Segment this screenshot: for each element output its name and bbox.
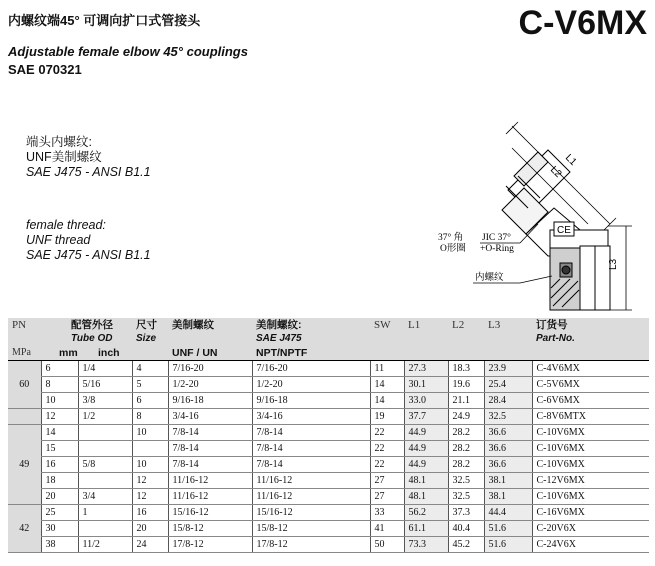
tube-od-mm-cell: 25	[41, 505, 78, 521]
l2-cell: 37.3	[448, 505, 484, 521]
dimension-l2-label: L2	[547, 164, 564, 180]
size-cell: 5	[132, 377, 168, 393]
female-thread-label: 内螺纹	[475, 273, 504, 283]
part-no-cell: C-16V6MX	[532, 505, 649, 521]
tube-od-inch-cell: 1	[78, 505, 132, 521]
unf-thread-cell: 7/8-14	[168, 425, 252, 441]
table-row	[8, 537, 649, 553]
tube-od-mm-cell: 6	[41, 361, 78, 377]
unf-thread-cell: 7/8-14	[168, 457, 252, 473]
l3-cell: 23.9	[484, 361, 532, 377]
ce-label: CE	[557, 225, 571, 236]
l3-cell: 51.6	[484, 521, 532, 537]
tube-od-inch-cell: 3/8	[78, 393, 132, 409]
unf-thread-cell: 11/16-12	[168, 473, 252, 489]
size-cell: 10	[132, 425, 168, 441]
header-pn: PN	[8, 318, 41, 332]
part-no-cell: C-4V6MX	[532, 361, 649, 377]
l1-cell: 44.9	[404, 441, 448, 457]
size-cell: 16	[132, 505, 168, 521]
header-size-cn: 尺寸	[132, 318, 168, 332]
sw-cell: 14	[370, 377, 404, 393]
sw-cell: 22	[370, 457, 404, 473]
sw-cell: 27	[370, 473, 404, 489]
l3-cell: 28.4	[484, 393, 532, 409]
unf-thread-cell: 11/16-12	[168, 489, 252, 505]
unf-thread-cell: 7/16-20	[168, 361, 252, 377]
l3-cell: 38.1	[484, 489, 532, 505]
part-no-cell: C-8V6MTX	[532, 409, 649, 425]
thread-note-cn-line1: 端头内螺纹:	[26, 135, 92, 149]
table-row	[8, 409, 649, 425]
header-npt-cn: 美制螺纹:	[252, 318, 370, 332]
tube-od-mm-cell: 12	[41, 409, 78, 425]
size-cell: 24	[132, 537, 168, 553]
angle-label-cn: 37° 角	[438, 233, 464, 243]
header-l2: L2	[448, 318, 484, 332]
title-chinese: 内螺纹端45° 可调向扩口式管接头	[8, 13, 201, 28]
table-row	[8, 361, 649, 377]
tube-od-inch-cell	[78, 425, 132, 441]
npt-thread-cell: 7/16-20	[252, 361, 370, 377]
dimension-l3-label: L3	[608, 258, 619, 270]
l2-cell: 45.2	[448, 537, 484, 553]
sw-cell: 11	[370, 361, 404, 377]
npt-thread-cell: 7/8-14	[252, 457, 370, 473]
table-row	[8, 473, 649, 489]
sw-cell: 19	[370, 409, 404, 425]
sw-cell: 22	[370, 441, 404, 457]
sw-cell: 27	[370, 489, 404, 505]
oring-label: +O-Ring	[480, 244, 514, 254]
tube-od-inch-cell	[78, 473, 132, 489]
tube-od-inch-cell: 1/4	[78, 361, 132, 377]
l1-cell: 30.1	[404, 377, 448, 393]
tube-od-mm-cell: 10	[41, 393, 78, 409]
l2-cell: 40.4	[448, 521, 484, 537]
size-cell: 20	[132, 521, 168, 537]
part-no-cell: C-6V6MX	[532, 393, 649, 409]
npt-thread-cell: 11/16-12	[252, 489, 370, 505]
l1-cell: 33.0	[404, 393, 448, 409]
l3-cell: 51.6	[484, 537, 532, 553]
header-l1: L1	[404, 318, 448, 332]
size-cell: 12	[132, 473, 168, 489]
header-size-en: Size	[132, 332, 168, 346]
unf-thread-cell: 17/8-12	[168, 537, 252, 553]
sw-cell: 14	[370, 393, 404, 409]
spec-table	[8, 318, 649, 553]
header-npt-std: SAE J475	[252, 332, 370, 346]
npt-thread-cell: 7/8-14	[252, 441, 370, 457]
table-row	[8, 505, 649, 521]
unf-thread-cell: 1/2-20	[168, 377, 252, 393]
model-code: C-V6MX	[518, 4, 647, 42]
dimension-l1-label: L1	[562, 152, 579, 168]
npt-thread-cell: 3/4-16	[252, 409, 370, 425]
table-row	[8, 457, 649, 473]
table-header	[8, 318, 649, 361]
part-no-cell: C-10V6MX	[532, 457, 649, 473]
size-cell: 6	[132, 393, 168, 409]
standard-code: SAE 070321	[8, 62, 82, 77]
part-no-cell: C-10V6MX	[532, 425, 649, 441]
l2-cell: 32.5	[448, 473, 484, 489]
tube-od-mm-cell: 14	[41, 425, 78, 441]
part-no-cell: C-10V6MX	[532, 441, 649, 457]
part-no-cell: C-20V6X	[532, 521, 649, 537]
header-tube-od-cn: 配管外径	[41, 318, 132, 332]
jic-label: JIC 37°	[482, 233, 511, 243]
fitting-technical-drawing	[420, 98, 645, 318]
npt-thread-cell: 9/16-18	[252, 393, 370, 409]
thread-note-chinese	[26, 135, 151, 180]
table-row	[8, 377, 649, 393]
tube-od-mm-cell: 8	[41, 377, 78, 393]
header-unf-cn: 美制螺纹	[168, 318, 252, 332]
tube-od-mm-cell: 20	[41, 489, 78, 505]
l2-cell: 24.9	[448, 409, 484, 425]
tube-od-mm-cell: 16	[41, 457, 78, 473]
npt-thread-cell: 7/8-14	[252, 425, 370, 441]
l3-cell: 44.4	[484, 505, 532, 521]
npt-thread-cell: 15/16-12	[252, 505, 370, 521]
l2-cell: 28.2	[448, 425, 484, 441]
thread-note-english	[26, 218, 151, 263]
l1-cell: 44.9	[404, 425, 448, 441]
unf-thread-cell: 9/16-18	[168, 393, 252, 409]
unf-thread-cell: 7/8-14	[168, 441, 252, 457]
header-l3: L3	[484, 318, 532, 332]
table-row	[8, 393, 649, 409]
l3-cell: 36.6	[484, 425, 532, 441]
l3-cell: 38.1	[484, 473, 532, 489]
thread-note-cn-line3: SAE J475 - ANSI B1.1	[26, 165, 151, 179]
tube-od-mm-cell: 18	[41, 473, 78, 489]
tube-od-inch-cell: 1/2	[78, 409, 132, 425]
oring-label-cn: O形圈	[440, 244, 466, 254]
part-no-cell: C-24V6X	[532, 537, 649, 553]
tube-od-mm-cell: 38	[41, 537, 78, 553]
header-mpa: MPa	[8, 346, 41, 361]
l2-cell: 32.5	[448, 489, 484, 505]
table-row	[8, 521, 649, 537]
sw-cell: 22	[370, 425, 404, 441]
header-sw: SW	[370, 318, 404, 332]
pressure-cell: 49	[8, 425, 41, 505]
l2-cell: 28.2	[448, 441, 484, 457]
npt-thread-cell: 15/8-12	[252, 521, 370, 537]
npt-thread-cell: 17/8-12	[252, 537, 370, 553]
l1-cell: 61.1	[404, 521, 448, 537]
l1-cell: 37.7	[404, 409, 448, 425]
part-no-cell: C-10V6MX	[532, 489, 649, 505]
size-cell: 10	[132, 457, 168, 473]
pressure-cell: 60	[8, 361, 41, 409]
thread-note-en-line3: SAE J475 - ANSI B1.1	[26, 248, 151, 262]
npt-thread-cell: 1/2-20	[252, 377, 370, 393]
unf-thread-cell: 15/8-12	[168, 521, 252, 537]
header-tube-od-en: Tube OD	[41, 332, 132, 346]
thread-note-cn-line2: UNF美制螺纹	[26, 150, 102, 164]
size-cell: 4	[132, 361, 168, 377]
thread-note-en-line2: UNF thread	[26, 233, 91, 247]
l1-cell: 73.3	[404, 537, 448, 553]
header-part-en: Part-No.	[532, 332, 649, 346]
title-english: Adjustable female elbow 45° couplings	[8, 44, 248, 59]
tube-od-inch-cell: 11/2	[78, 537, 132, 553]
npt-thread-cell: 11/16-12	[252, 473, 370, 489]
sw-cell: 33	[370, 505, 404, 521]
size-cell: 8	[132, 409, 168, 425]
tube-od-inch-cell: 5/16	[78, 377, 132, 393]
header-part-cn: 订货号	[532, 318, 649, 332]
unf-thread-cell: 3/4-16	[168, 409, 252, 425]
l1-cell: 48.1	[404, 489, 448, 505]
pressure-cell	[8, 409, 41, 425]
l2-cell: 18.3	[448, 361, 484, 377]
part-no-cell: C-12V6MX	[532, 473, 649, 489]
l2-cell: 28.2	[448, 457, 484, 473]
l1-cell: 56.2	[404, 505, 448, 521]
pressure-cell: 42	[8, 505, 41, 553]
table-body	[8, 361, 649, 553]
l3-cell: 32.5	[484, 409, 532, 425]
table-row	[8, 425, 649, 441]
l3-cell: 25.4	[484, 377, 532, 393]
tube-od-mm-cell: 15	[41, 441, 78, 457]
part-no-cell: C-5V6MX	[532, 377, 649, 393]
header-mm: mm	[41, 346, 78, 361]
l1-cell: 27.3	[404, 361, 448, 377]
tube-od-inch-cell	[78, 521, 132, 537]
unf-thread-cell: 15/16-12	[168, 505, 252, 521]
sw-cell: 41	[370, 521, 404, 537]
l2-cell: 19.6	[448, 377, 484, 393]
header-npt-en: NPT/NPTF	[252, 346, 370, 361]
l2-cell: 21.1	[448, 393, 484, 409]
table-row	[8, 441, 649, 457]
tube-od-mm-cell: 30	[41, 521, 78, 537]
tube-od-inch-cell: 5/8	[78, 457, 132, 473]
header-inch: inch	[78, 346, 132, 361]
tube-od-inch-cell	[78, 441, 132, 457]
size-cell	[132, 441, 168, 457]
l1-cell: 44.9	[404, 457, 448, 473]
header-unf-en: UNF / UN	[168, 346, 252, 361]
sw-cell: 50	[370, 537, 404, 553]
thread-note-en-line1: female thread:	[26, 218, 106, 232]
table-row	[8, 489, 649, 505]
l3-cell: 36.6	[484, 457, 532, 473]
tube-od-inch-cell: 3/4	[78, 489, 132, 505]
l3-cell: 36.6	[484, 441, 532, 457]
size-cell: 12	[132, 489, 168, 505]
l1-cell: 48.1	[404, 473, 448, 489]
